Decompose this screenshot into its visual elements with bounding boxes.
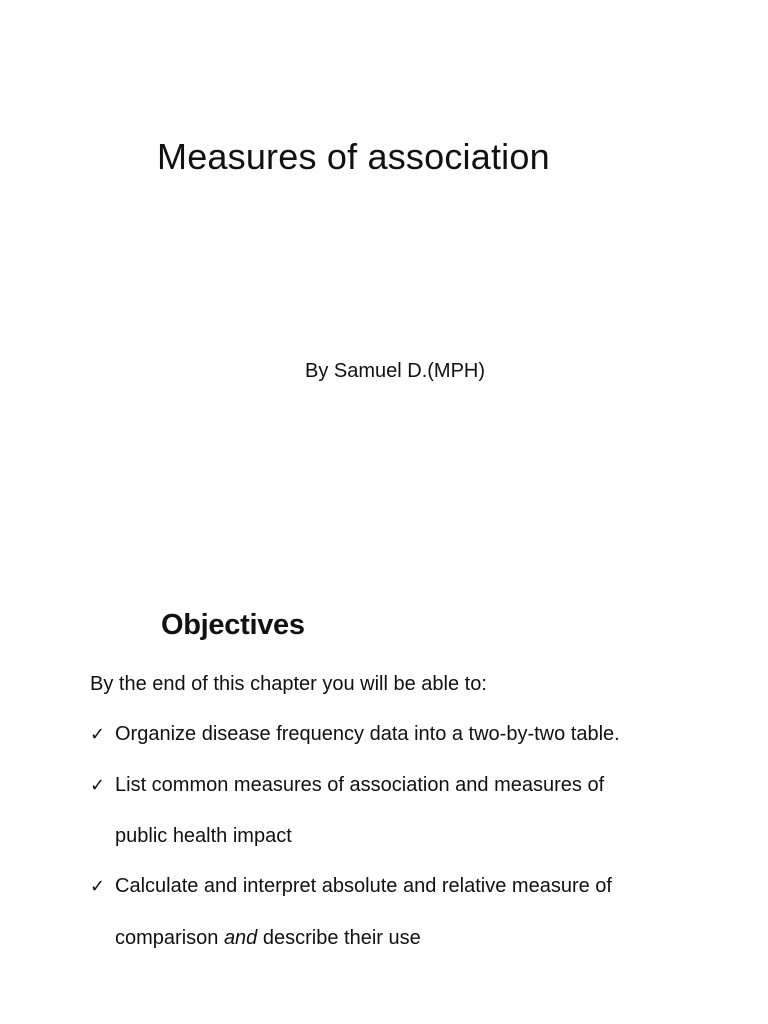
document-title: Measures of association [157,136,550,177]
objective-text-pre: comparison [115,927,224,949]
objective-text-post: describe their use [257,927,421,949]
checkmark-icon: ✓ [90,775,106,796]
objective-text: Organize disease frequency data into a two-by-two table. [115,723,620,745]
objective-item-2 [90,774,604,797]
objective-text: Calculate and interpret absolute and relative measure of [115,875,612,897]
checkmark-icon: ✓ [90,876,106,897]
checkmark-icon: ✓ [90,724,106,745]
objective-item-1 [90,723,620,746]
objective-item-3 [90,875,612,898]
objective-item-2-continuation: public health impact [115,825,292,847]
author-line: By Samuel D.(MPH) [305,360,486,382]
objectives-heading: Objectives [161,609,305,641]
objective-text: List common measures of association and measures of [115,774,605,796]
objective-item-3-continuation [115,927,421,950]
objective-text-emphasis: and [223,927,258,949]
objectives-intro: By the end of this chapter you will be able to: [90,673,487,695]
